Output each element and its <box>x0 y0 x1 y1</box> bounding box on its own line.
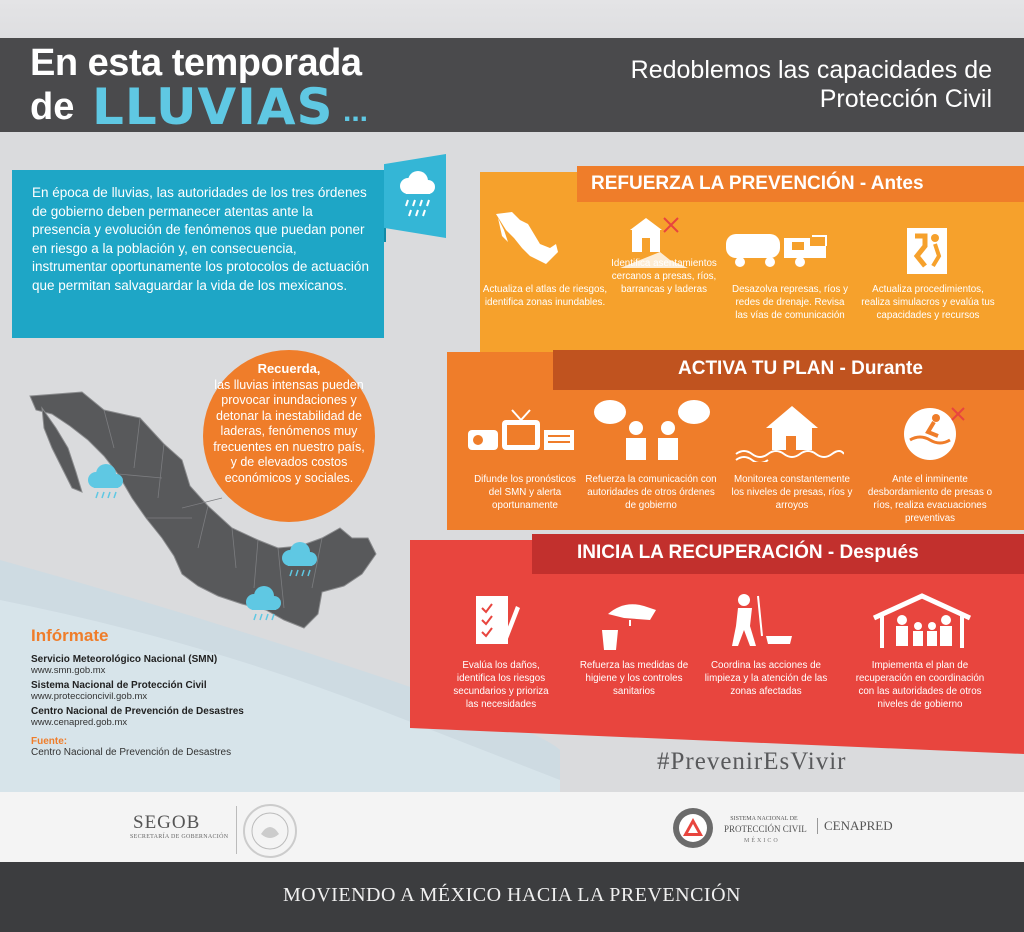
source-url[interactable]: www.smn.gob.mx <box>31 665 106 676</box>
action-text: Desazolva represas, ríos y redes de drenaje. Revisa las vías de comunicación <box>732 284 848 321</box>
rain-flag <box>384 154 446 238</box>
action-text: Evalúa los daños, identifica los riesgos secundarios y prioriza las necesidades <box>453 660 549 710</box>
source-name: Sistema Nacional de Protección Civil <box>31 680 207 691</box>
reminder-circle <box>203 350 375 522</box>
hashtag: #PrevenirEsVivir <box>657 748 847 775</box>
pc-name: PROTECCIÓN CIVIL <box>724 824 807 834</box>
action-text: Identifica asentamientos cercanos a presas, ríos, barrancas y laderas <box>611 258 717 295</box>
pc-system-label: SISTEMA NACIONAL DE <box>730 816 798 822</box>
communication-icon <box>592 398 712 462</box>
title-ellipsis: ... <box>343 95 369 128</box>
source-name: Centro Nacional de Prevención de Desastres <box>31 706 244 717</box>
truck-icon <box>722 226 832 270</box>
source-url[interactable]: www.proteccioncivil.gob.mx <box>31 691 148 702</box>
info-title: Infórmate <box>31 626 109 645</box>
info-block <box>31 626 351 758</box>
evacuation-icon <box>900 404 970 464</box>
cloud-rain-icon <box>384 154 446 238</box>
proteccion-civil-logo-icon <box>671 806 715 850</box>
national-seal-icon <box>243 804 297 858</box>
intro-box: En época de lluvias, las autoridades de los tres órdenes de gobierno deben permanecer atentas ante la presencia y evolución de fenómenos que puedan poner en riesgo a la población y, en consecuencia, instrumentar oportunamente los protocolos de actuación que permitan salvaguardar la vida de los mexicanos. <box>12 170 384 338</box>
section-title: ACTIVA TU PLAN - Durante <box>678 358 923 379</box>
action-text: Ante el inminente desbordamiento de presas o ríos, realiza evacuaciones preventivas <box>867 474 993 524</box>
shelter-family-icon <box>872 592 972 652</box>
section-title: INICIA LA RECUPERACIÓN - Después <box>577 542 919 563</box>
action-text: Actualiza el atlas de riesgos, identifica zonas inundables. <box>482 284 608 308</box>
source-name: Servicio Meteorológico Nacional (SMN) <box>31 654 218 665</box>
pc-country: MÉXICO <box>744 838 780 844</box>
drill-icon <box>895 222 965 282</box>
fuente-text: Centro Nacional de Prevención de Desastres <box>31 747 232 758</box>
title-line-1: En esta temporada <box>30 42 362 84</box>
source-url[interactable]: www.cenapred.gob.mx <box>31 717 128 728</box>
section-header <box>553 350 1024 390</box>
section-header <box>577 166 1024 202</box>
footer-motto: MOVIENDO A MÉXICO HACIA LA PREVENCIÓN <box>283 884 741 906</box>
header-subtitle: Redoblemos las capacidades de Protección Civil <box>630 56 992 113</box>
reminder-lead: Recuerda, <box>257 361 321 376</box>
section-title: REFUERZA LA PREVENCIÓN - Antes <box>591 173 924 194</box>
title-de: de <box>30 86 75 128</box>
reminder-text: las lluvias intensas pueden provocar inundaciones y detonar la inestabilidad de laderas, fenómenos muy frecuentes en nuestro país, y de elevados costos económicos y sociales. <box>213 377 365 485</box>
section-header <box>532 534 1024 574</box>
flood-house-icon <box>734 400 844 462</box>
action-text: Actualiza procedimientos, realiza simulacros y evalúa tus capacidades y recursos <box>861 284 995 321</box>
action-text: Refuerza la comunicación con autoridades de otros órdenes de gobierno <box>585 474 717 511</box>
cleaning-icon <box>722 592 792 652</box>
checklist-icon <box>462 592 532 652</box>
segob-subtitle: SECRETARÍA DE GOBERNACIÓN <box>130 834 229 840</box>
segob-logo: SEGOB <box>133 812 201 833</box>
cenapred-logo: CENAPRED <box>817 818 893 834</box>
title-highlight: LLUVIAS <box>92 78 334 136</box>
action-text: Refuerza las medidas de higiene y los controles sanitarios <box>579 660 689 697</box>
media-icon <box>466 406 576 462</box>
action-text: Impiementa el plan de recuperación en coordinación con las autoridades de otros niveles de gobierno <box>855 660 985 710</box>
hygiene-icon <box>594 596 664 656</box>
fuente-label: Fuente: <box>31 736 68 747</box>
action-text: Monitorea constantemente los niveles de presas, ríos y arroyos <box>731 474 853 511</box>
action-text: Difunde los pronósticos del SMN y alerta oportunamente <box>474 474 576 511</box>
mexico-map-icon <box>492 208 562 268</box>
action-text: Coordina las acciones de limpieza y la atención de las zonas afectadas <box>704 660 828 697</box>
